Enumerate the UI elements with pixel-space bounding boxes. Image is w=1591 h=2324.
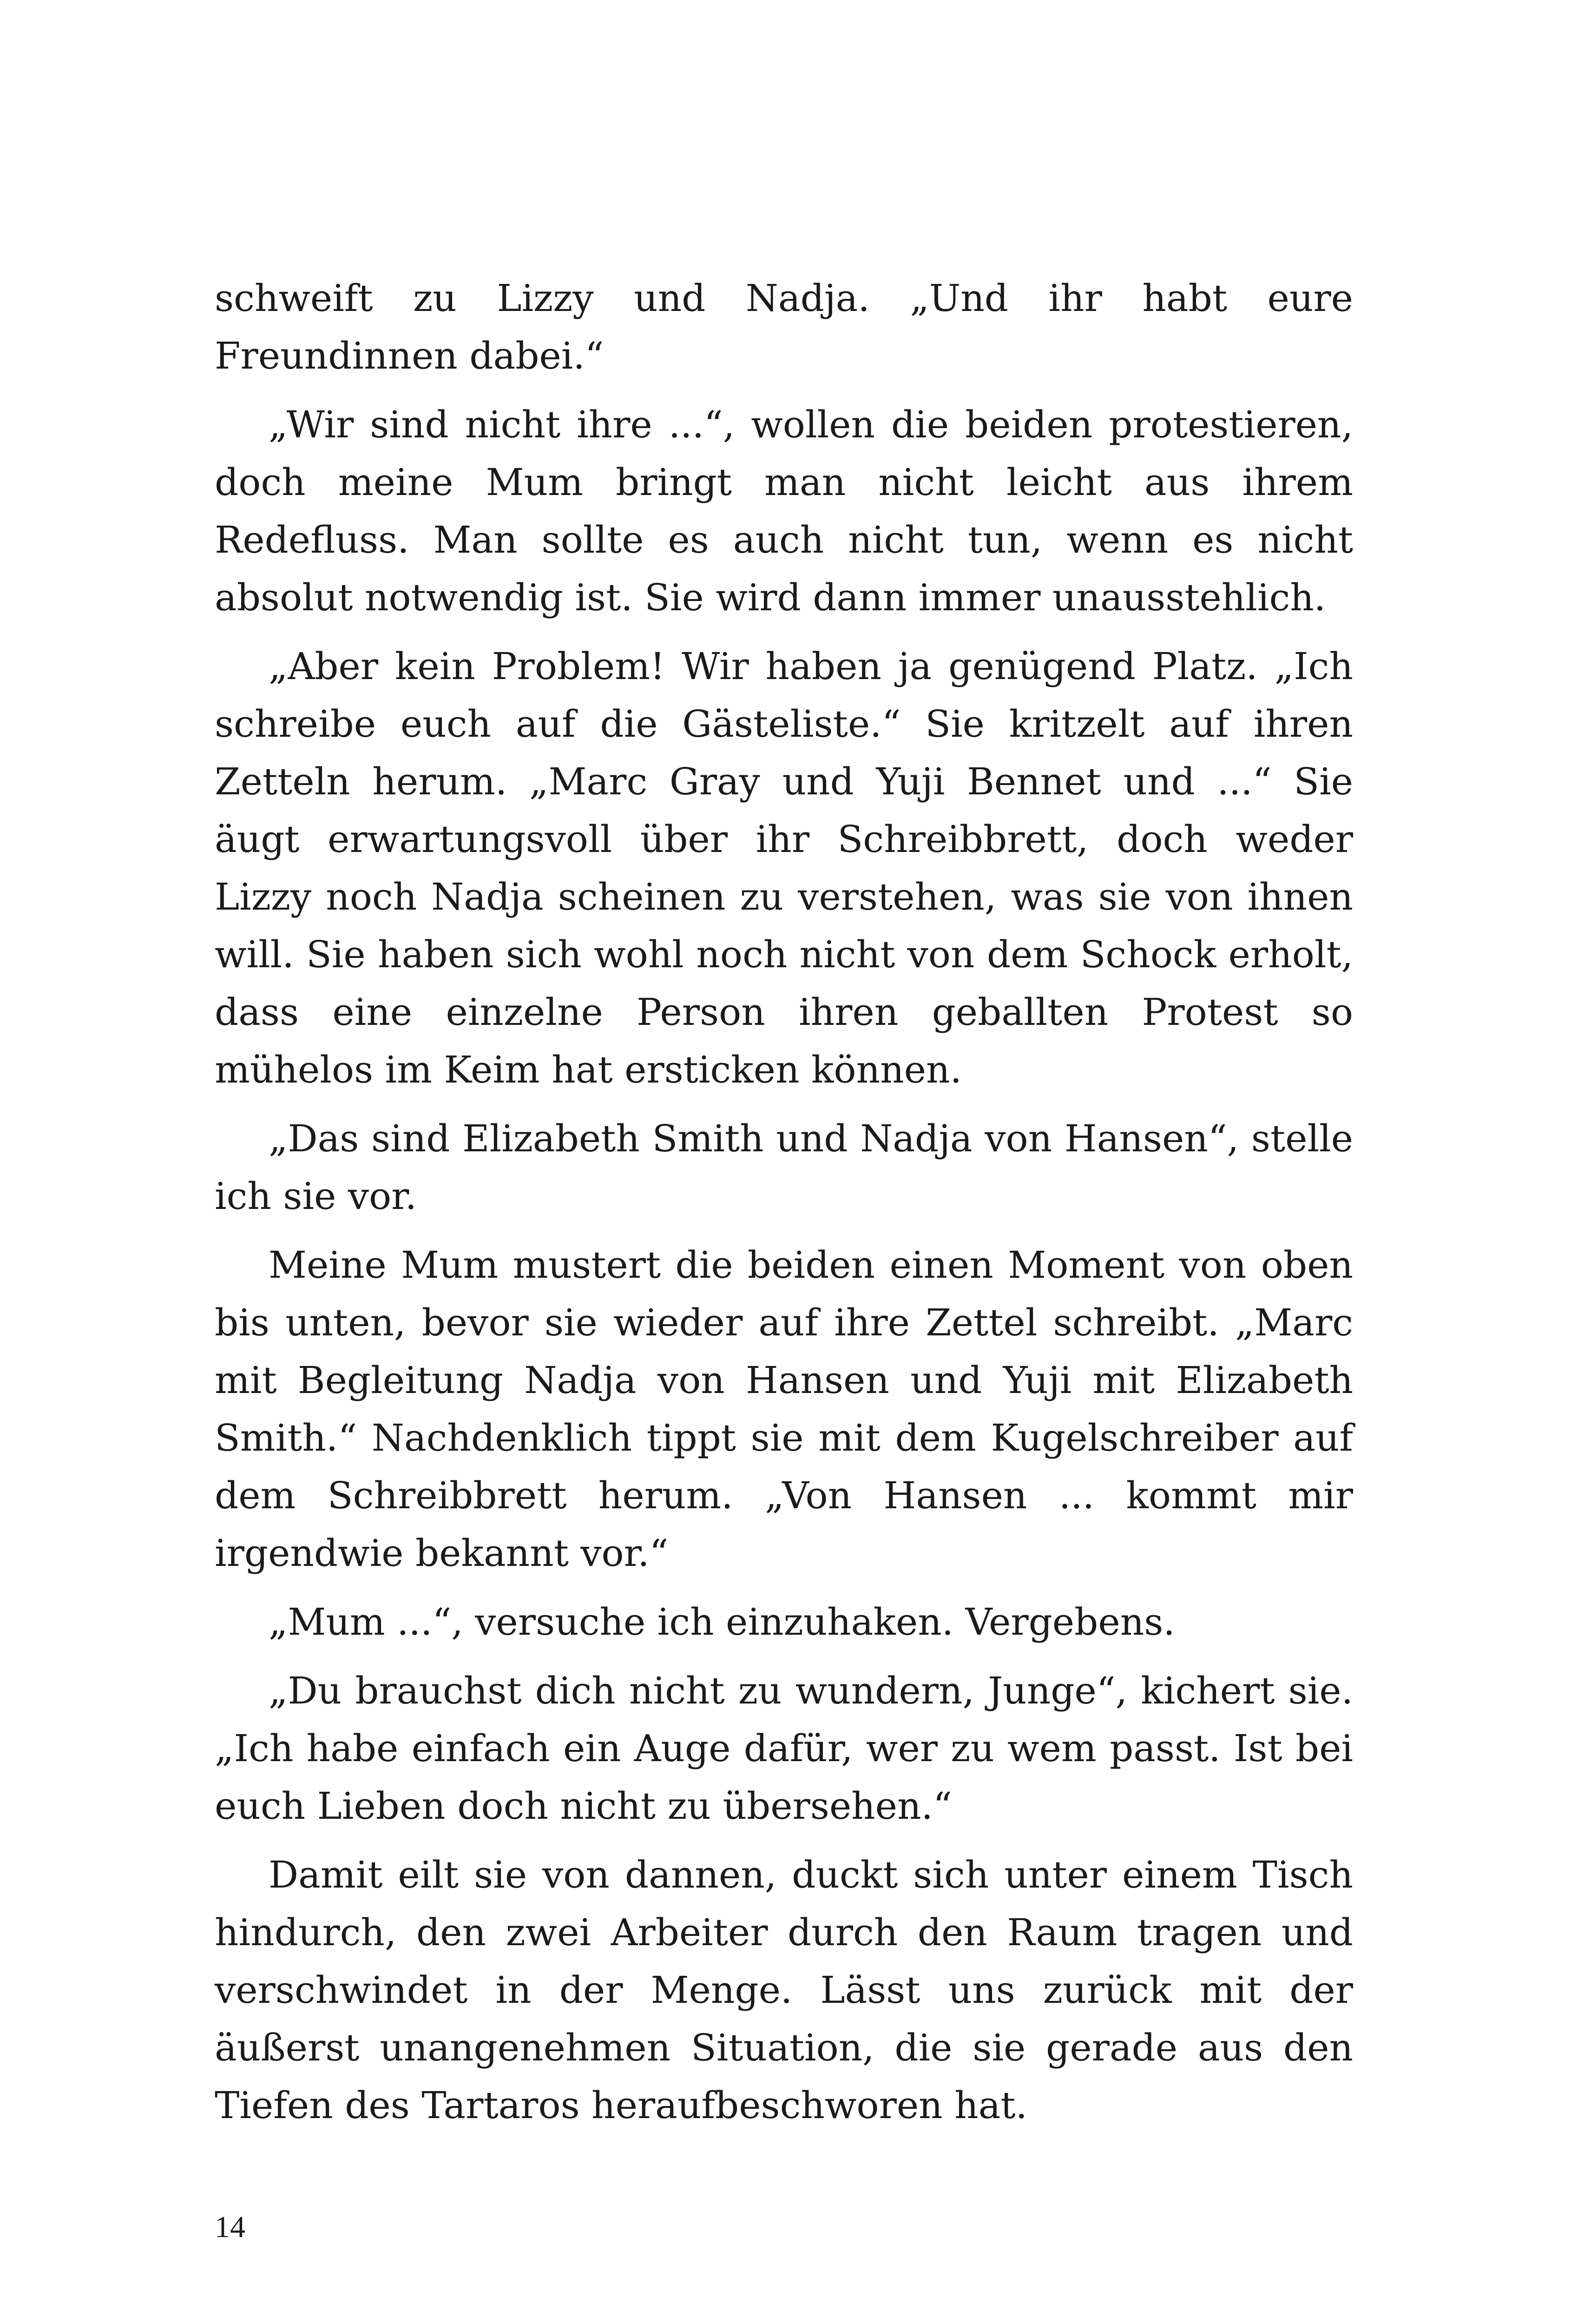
paragraph-6: „Mum ...“, versuche ich einzuhaken. Vergebens. xyxy=(269,1600,1175,1644)
paragraph-7: „Du brauchst dich nicht zu wundern, Junge“, kichert sie. „Ich habe einfach ein Auge dafür, wer zu wem passt. Ist bei euch Lieben doch nicht zu übersehen.“ xyxy=(215,1669,1353,1828)
paragraph-8: Damit eilt sie von dannen, duckt sich unter einem Tisch hindurch, den zwei Arbeiter durch den Raum tragen und verschwindet in der Menge. Lässt uns zurück mit der äußerst unangenehmen Situation, die sie gerade aus den Tiefen des Tartaros heraufbeschworen hat. xyxy=(215,1853,1353,2127)
paragraph-5: Meine Mum mustert die beiden einen Moment von oben bis unten, bevor sie wieder auf ihre Zettel schreibt. „Marc mit Begleitung Nadja von Hansen und Yuji mit Elizabeth Smith.“ Nachdenklich tippt sie mit dem Kugelschreiber auf dem Schreibbrett herum. „Von Hansen ... kommt mir irgendwie bekannt vor.“ xyxy=(215,1243,1353,1575)
paragraph-3: „Aber kein Problem! Wir haben ja genügend Platz. „Ich schreibe euch auf die Gästeliste.“ Sie kritzelt auf ihren Zetteln herum. „Marc Gray und Yuji Bennet und ...“ Sie äugt erwartungsvoll über ihr Schreibbrett, doch weder Lizzy noch Nadja scheinen zu verstehen, was sie von ihnen will. Sie haben sich wohl noch nicht von dem Schock erholt, dass eine einzelne Person ihren geballten Protest so mühelos im Keim hat ersticken können. xyxy=(215,645,1353,1091)
paragraph-1: schweift zu Lizzy und Nadja. „Und ihr habt eure Freundinnen dabei.“ xyxy=(215,277,1353,377)
paragraph-4: „Das sind Elizabeth Smith und Nadja von Hansen“, stelle ich sie vor. xyxy=(215,1117,1353,1218)
paragraph-2: „Wir sind nicht ihre ...“, wollen die beiden protestieren, doch meine Mum bringt man nicht leicht aus ihrem Redefluss. Man sollte es auch nicht tun, wenn es nicht absolut notwendig ist. Sie wird dann immer unausstehlich. xyxy=(215,403,1353,619)
page-number: 14 xyxy=(215,2210,245,2244)
body-text xyxy=(215,270,1353,2146)
